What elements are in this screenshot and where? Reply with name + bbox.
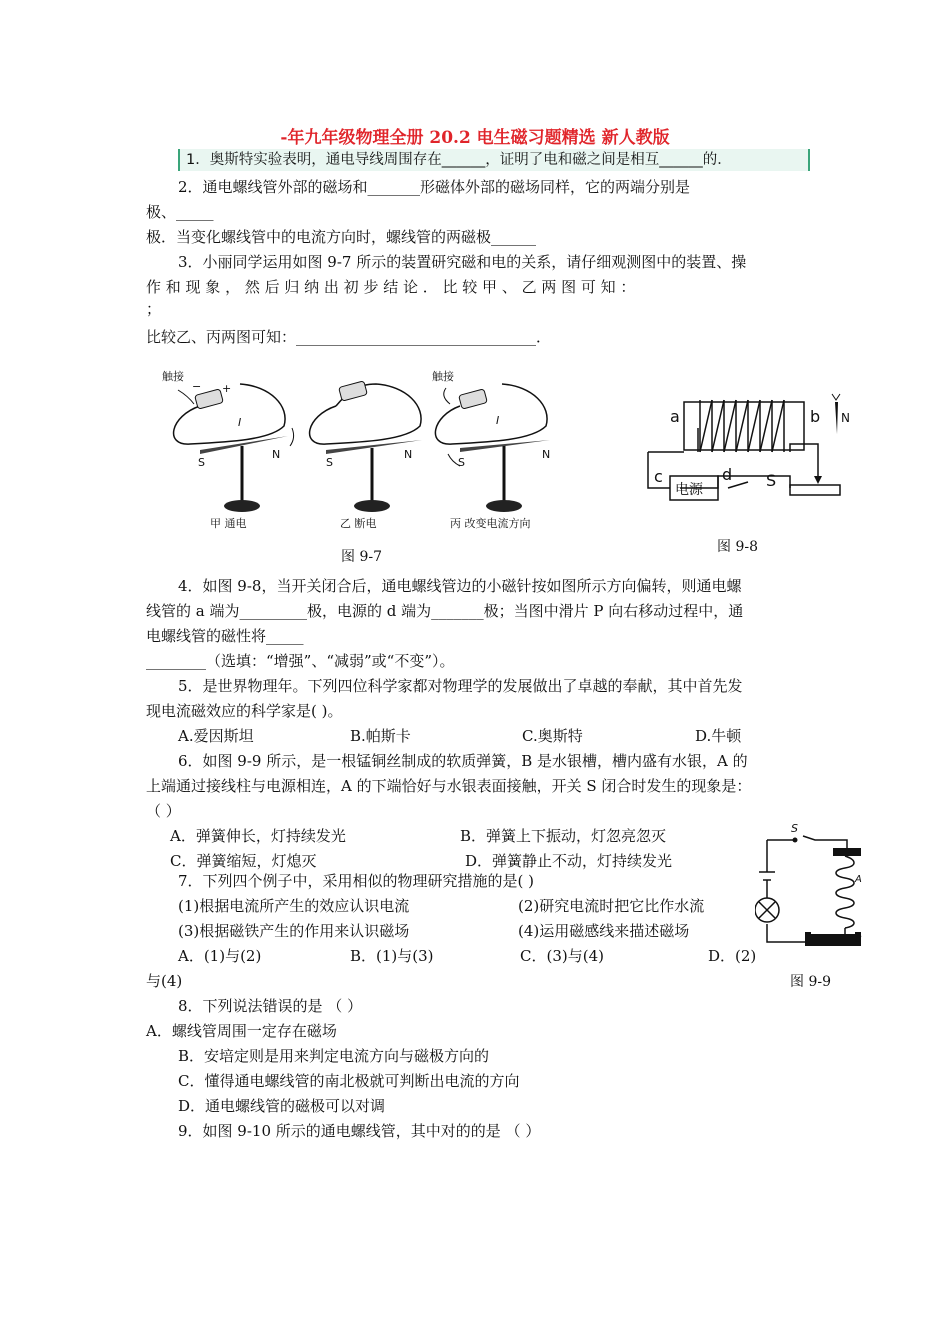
question-5-option-c: C.奥斯特: [522, 727, 583, 745]
spring-a-label: A: [855, 874, 862, 885]
label-c: c: [654, 467, 663, 486]
page-title: -年九年级物理全册 20.2 电生磁习题精选 新人教版: [280, 128, 670, 148]
question-7-option-c: C．(3)与(4): [520, 947, 604, 965]
plus-sign: +: [222, 382, 232, 395]
pole-n-2: N: [404, 448, 413, 461]
question-8-option-d: D．通电螺线管的磁极可以对调: [178, 1097, 386, 1115]
question-8-option-c: C．懂得通电螺线管的南北极就可判断出电流的方向: [178, 1072, 520, 1090]
question-3-line-3: ；: [146, 300, 162, 318]
question-7-line-1: 7．下列四个例子中，采用相似的物理研究措施的是( ): [178, 872, 535, 890]
minus-sign: −: [192, 380, 202, 393]
question-7-statement-4: (4)运用磁感线来描述磁场: [518, 922, 690, 940]
figure-9-9-caption: 图 9-9: [790, 974, 831, 990]
panel-label-2: 乙 断电: [340, 517, 377, 530]
touch-label-1: 触接: [162, 370, 184, 383]
pole-s-3: S: [458, 456, 465, 469]
figure-9-8-caption: 图 9-8: [717, 539, 758, 555]
label-s: S: [766, 471, 777, 490]
pole-n-3: N: [542, 448, 551, 461]
compass-n-label: N: [841, 411, 850, 425]
question-5-line-1: 5．是世界物理年。下列四位科学家都对物理学的发展做出了卓越的奉献，其中首先发: [178, 677, 743, 695]
label-a: a: [670, 407, 680, 426]
question-7-option-a: A．(1)与(2): [178, 947, 262, 965]
power-source-label: 电源: [675, 482, 703, 498]
question-7-statement-3: (3)根据磁铁产生的作用来认识磁场: [178, 922, 410, 940]
question-5-option-b: B.帕斯卡: [350, 727, 411, 745]
figure-9-8: [640, 388, 865, 503]
question-4-line-3: 电螺线管的磁性将_____: [146, 627, 304, 645]
current-label-3: I: [496, 414, 500, 427]
question-4-line-2: 线管的 a 端为_________极，电源的 d 端为_______极；当图中滑片 P 向右移动过程中，通: [146, 602, 744, 620]
question-6-option-a: A．弹簧伸长，灯持续发光: [170, 827, 346, 845]
question-5-line-2: 现电流磁效应的科学家是( )。: [146, 702, 343, 720]
question-5-option-a: A.爱因斯坦: [178, 727, 254, 745]
panel-label-1: 甲 通电: [210, 517, 247, 530]
pole-s-2: S: [326, 456, 333, 469]
question-7-statement-1: (1)根据电流所产生的效应认识电流: [178, 897, 410, 915]
question-7-option-d: D．(2): [708, 947, 757, 965]
label-d: d: [722, 465, 733, 484]
pole-n-1: N: [272, 448, 281, 461]
question-8-option-a: A．螺线管周围一定存在磁场: [146, 1022, 337, 1040]
figure-9-7-caption: 图 9-7: [341, 549, 382, 565]
question-4-line-4: ________（选填：“增强”、“减弱”或“不变”）。: [146, 652, 455, 670]
question-6-line-1: 6．如图 9-9 所示，是一根锰铜丝制成的软质弹簧，B 是水银槽，槽内盛有水银，A 的: [178, 752, 748, 770]
question-8-option-b: B．安培定则是用来判定电流方向与磁极方向的: [178, 1047, 490, 1065]
touch-label-3: 触接: [432, 370, 454, 383]
question-5-option-d: D.牛顿: [695, 727, 742, 745]
question-1: 1．奥斯特实验表明，通电导线周围存在______，证明了电和磁之间是相互______的．: [178, 149, 810, 171]
question-9-line-1: 9．如图 9-10 所示的通电螺线管，其中对的的是 （ ）: [178, 1122, 541, 1140]
question-7-option-d-cont: 与(4): [146, 972, 183, 990]
figure-9-9: [755, 820, 865, 950]
question-3-line-1: 3．小丽同学运用如图 9-7 所示的装置研究磁和电的关系，请仔细观测图中的装置、操: [178, 253, 747, 271]
switch-s-label: S: [791, 822, 798, 835]
trough-b-label: B: [855, 934, 862, 945]
question-6-line-3: （ ）: [146, 802, 181, 820]
question-2-line-3: 极．当变化螺线管中的电流方向时，螺线管的两磁极______: [146, 228, 537, 246]
question-8-line-1: 8．下列说法错误的是 （ ）: [178, 997, 363, 1015]
question-6-option-c: C．弹簧缩短，灯熄灭: [170, 852, 317, 870]
panel-label-3: 丙 改变电流方向: [450, 517, 531, 530]
label-b: b: [810, 407, 821, 426]
question-4-line-1: 4．如图 9-8，当开关闭合后，通电螺线管边的小磁针按如图所示方向偏转，则通电螺: [178, 577, 742, 595]
question-7-option-b: B．(1)与(3): [350, 947, 434, 965]
question-3-line-2: 作 和 现 象 ， 然 后 归 纳 出 初 步 结 论 ． 比 较 甲 、 乙 两 图 可 知 ：: [146, 278, 636, 296]
question-2-line-2: 极、_____: [146, 203, 214, 221]
question-2-line-1: 2．通电螺线管外部的磁场和_______形磁体外部的磁场同样，它的两端分别是: [178, 178, 691, 196]
current-label-1: I: [238, 416, 242, 429]
question-6-option-b: B．弹簧上下振动，灯忽亮忽灭: [460, 827, 667, 845]
question-6-line-2: 上端通过接线柱与电源相连，A 的下端恰好与水银表面接触，开关 S 闭合时发生的现象是：: [146, 777, 752, 795]
figure-9-7: [160, 366, 570, 541]
question-7-statement-2: (2)研究电流时把它比作水流: [518, 897, 705, 915]
question-6-option-d: D．弹簧静止不动，灯持续发光: [465, 852, 673, 870]
question-3-line-4: 比较乙、丙两图可知：________________________________．: [146, 328, 552, 346]
pole-s-1: S: [198, 456, 205, 469]
